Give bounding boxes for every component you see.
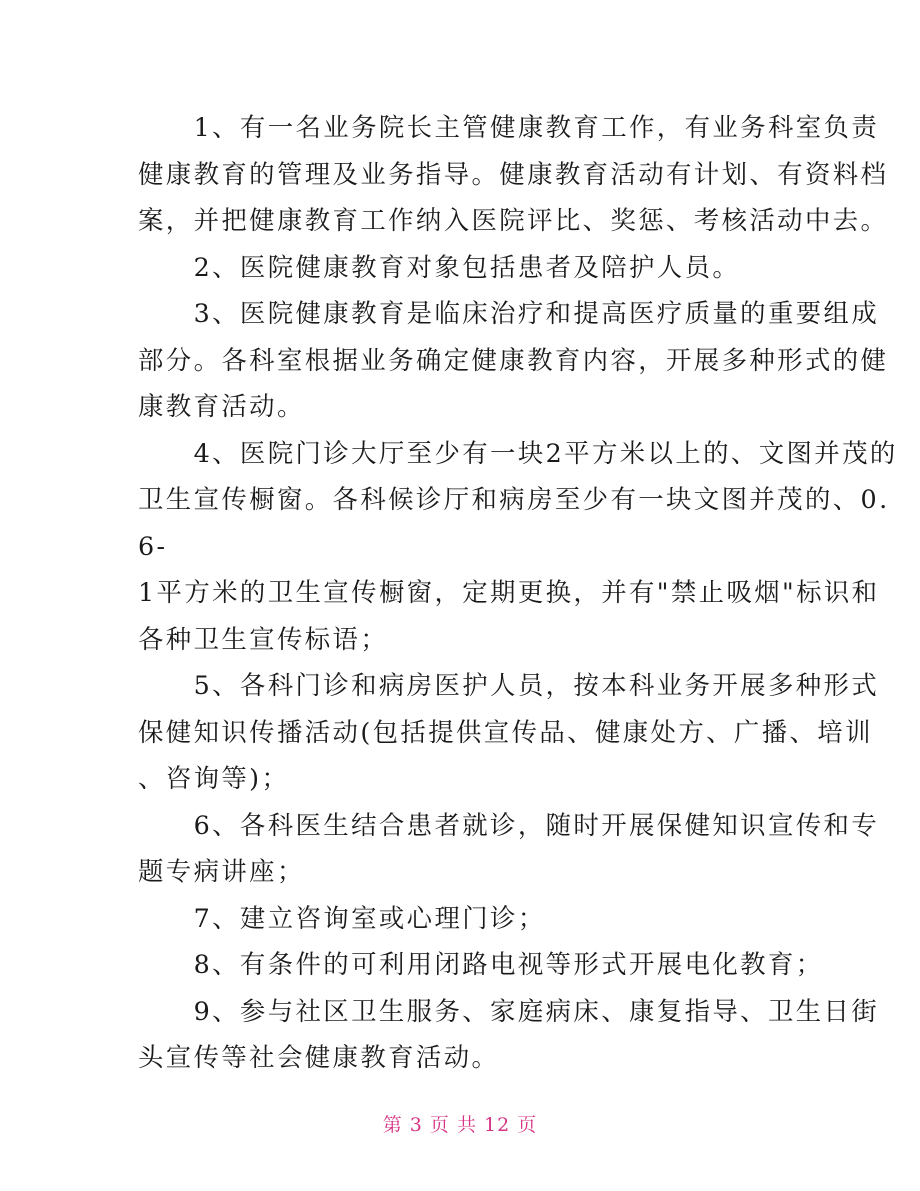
document-body [138,104,898,1081]
text-line: 头宣传等社会健康教育活动。 [138,1042,500,1072]
text-line: 保健知识传播活动(包括提供宣传品、健康处方、广播、培训 [138,716,873,747]
text-line: 案，并把健康教育工作纳入医院评比、奖惩、考核活动中去。 [138,205,889,235]
text-line: 卫生宣传橱窗。各科候诊厅和病房至少有一块文图并茂的、0. [138,484,890,514]
text-line: 7、建立咨询室或心理门诊； [138,902,546,933]
text-line: 1平方米的卫生宣传橱窗，定期更换，并有"禁止吸烟"标识和 [138,577,880,607]
text-line: 6- [138,530,168,561]
page-number-footer: 第 3 页 共 12 页 [382,1114,538,1136]
text-line: 1、有一名业务院长主管健康教育工作，有业务科室负责 [138,112,880,142]
text-line: 5、各科门诊和病房医护人员，按本科业务开展多种形式 [138,670,880,700]
text-line: 部分。各科室根据业务确定健康教育内容，开展多种形式的健 [138,344,889,375]
text-line: 康教育活动。 [138,391,305,421]
text-line: 、咨询等)； [138,763,290,793]
text-line: 4、医院门诊大厅至少有一块2平方米以上的、文图并茂的 [138,437,898,468]
text-line: 2、医院健康教育对象包括患者及陪护人员。 [138,251,741,282]
text-line: 题专病讲座； [138,856,305,886]
text-line: 各种卫生宣传标语； [138,623,389,654]
text-line: 9、参与社区卫生服务、家庭病床、康复指导、卫生日街 [138,995,880,1026]
text-line: 3、医院健康教育是临床治疗和提高医疗质量的重要组成 [138,298,880,328]
text-line: 8、有条件的可利用闭路电视等形式开展电化教育； [138,949,824,979]
text-line: 6、各科医生结合患者就诊，随时开展保健知识宣传和专 [138,809,880,840]
text-line: 健康教育的管理及业务指导。健康教育活动有计划、有资料档 [138,158,889,189]
